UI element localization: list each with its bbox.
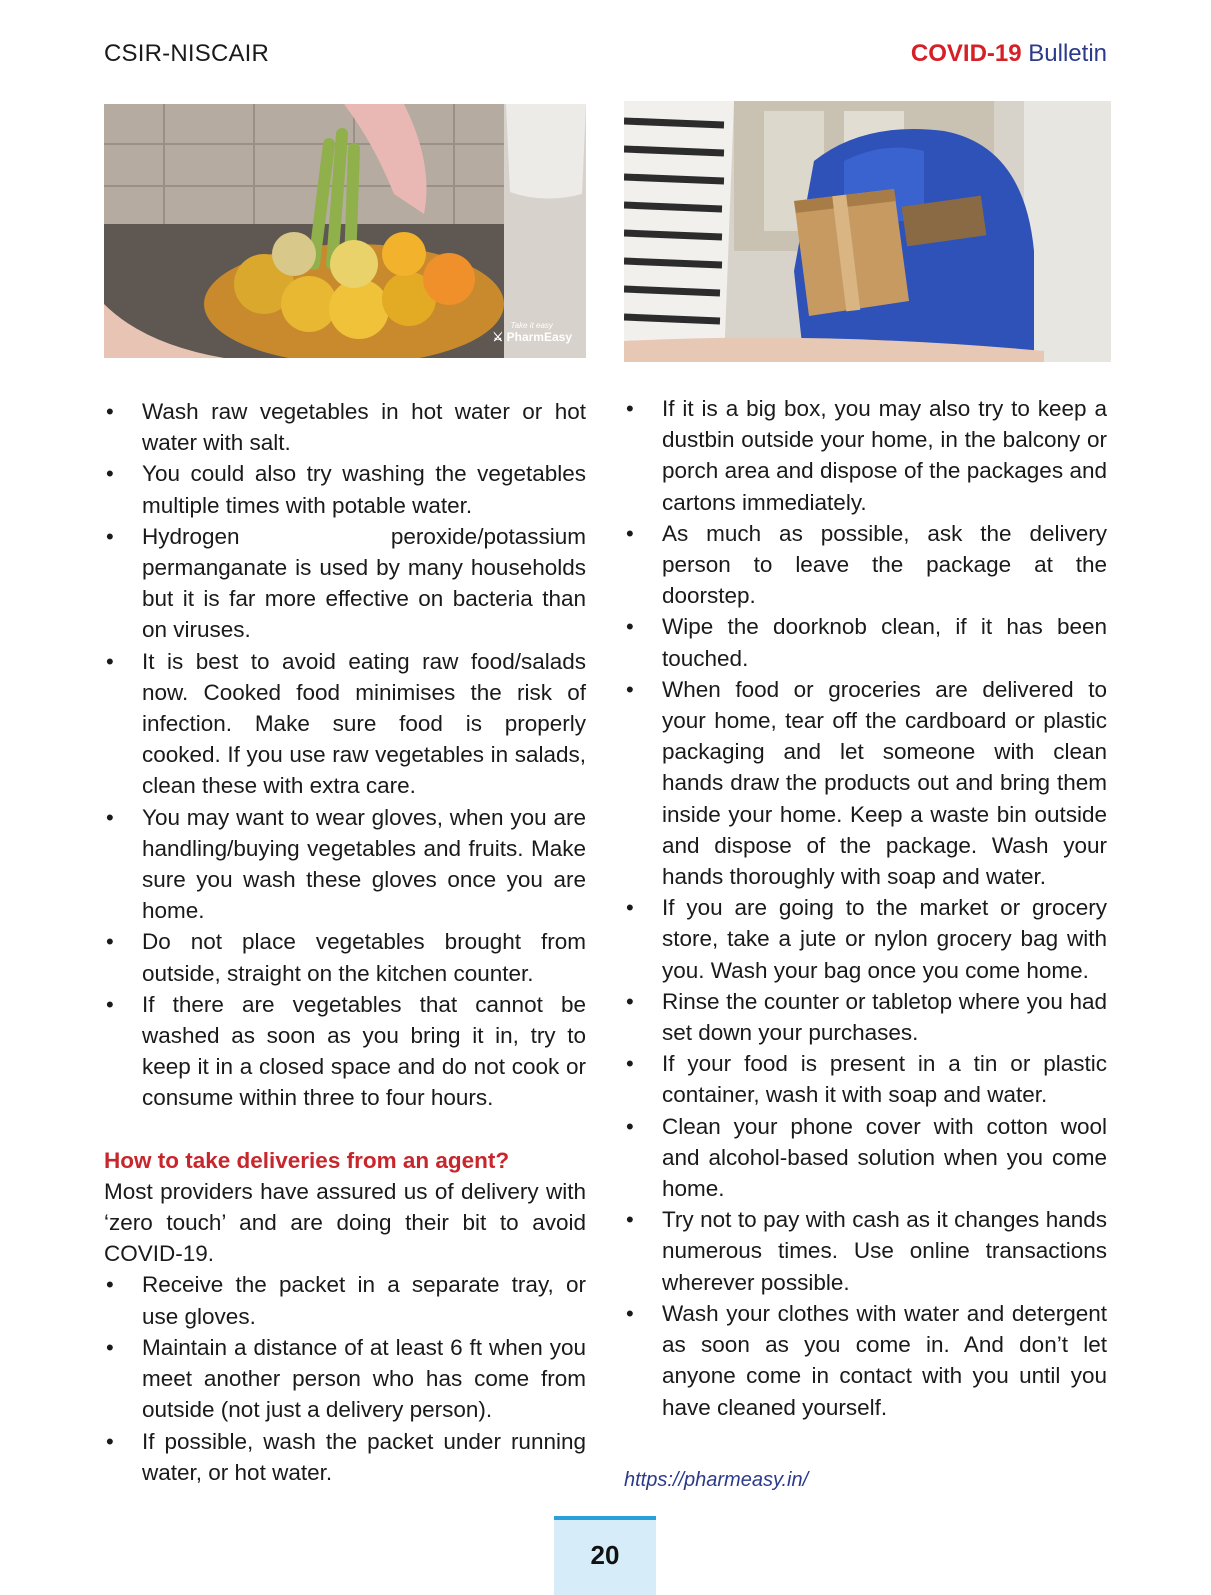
list-item: • Maintain a distance of at least 6 ft when you meet another person who has come from outside (not just a delivery person). — [104, 1332, 586, 1426]
source-link[interactable]: https://pharmeasy.in/ — [624, 1469, 809, 1491]
watermark-tagline: Take it easy — [510, 321, 553, 330]
section-intro: Most providers have assured us of delivery with ‘zero touch’ and are doing their bit to avoid COVID-19. — [104, 1178, 586, 1267]
list-item: • Wash your clothes with water and detergent as soon as you come in. And don’t let anyone come in contact with you until you have cleaned yourself. — [624, 1298, 1107, 1423]
vegetable-tips-list — [104, 396, 586, 1114]
watermark-brand: ⚔ PharmEasy — [492, 330, 572, 344]
list-item: • If possible, wash the packet under running water, or hot water. — [104, 1426, 586, 1488]
list-item: • Wash raw vegetables in hot water or hot water with salt. — [104, 396, 586, 458]
list-item: • Hydrogen peroxide/potassium permanganate is used by many households but it is far more effective on bacteria than on viruses. — [104, 521, 586, 646]
photo-washing-vegetables — [104, 104, 586, 358]
left-column — [104, 396, 586, 1488]
header-bulletin-title — [911, 40, 1107, 68]
bulletin-suffix: Bulletin — [1028, 40, 1107, 67]
right-column — [624, 393, 1107, 1423]
list-item: • Clean your phone cover with cotton wool and alcohol-based solution when you come home. — [624, 1111, 1107, 1205]
list-item: • Try not to pay with cash as it changes hands numerous times. Use online transactions wherever possible. — [624, 1204, 1107, 1298]
delivery-tips-continued-list — [624, 393, 1107, 1423]
list-item: • You may want to wear gloves, when you are handling/buying vegetables and fruits. Make sure you wash these gloves once you are home. — [104, 802, 586, 927]
list-item: • Receive the packet in a separate tray, or use gloves. — [104, 1269, 586, 1331]
header-org: CSIR-NISCAIR — [104, 40, 270, 67]
list-item: • Wipe the doorknob clean, if it has been touched. — [624, 611, 1107, 673]
list-item: • When food or groceries are delivered to your home, tear off the cardboard or plastic packaging and let someone with clean hands draw the products out and bring them inside your home. Keep a waste bin outside and dispose of the package. Wash your hands thoroughly with soap and water. — [624, 674, 1107, 892]
page-number-box — [554, 1516, 656, 1595]
list-item: • If your food is present in a tin or plastic container, wash it with soap and water. — [624, 1048, 1107, 1110]
list-item: • If it is a big box, you may also try to keep a dustbin outside your home, in the balcony or porch area and dispose of the packages and cartons immediately. — [624, 393, 1107, 518]
photo-delivery-person — [624, 101, 1111, 362]
list-item: • If there are vegetables that cannot be washed as soon as you bring it in, try to keep it in a closed space and do not cook or consume within three to four hours. — [104, 989, 586, 1114]
page-number: 20 — [590, 1540, 620, 1570]
list-item: • It is best to avoid eating raw food/salads now. Cooked food minimises the risk of infection. Make sure food is properly cooked. If you use raw vegetables in salads, clean these with extra care. — [104, 646, 586, 802]
list-item: • If you are going to the market or grocery store, take a jute or nylon grocery bag with you. Wash your bag once you come home. — [624, 892, 1107, 986]
list-item: • You could also try washing the vegetables multiple times with potable water. — [104, 458, 586, 520]
delivery-tips-list — [104, 1269, 586, 1487]
section-heading-deliveries: How to take deliveries from an agent? — [104, 1147, 510, 1173]
list-item: • As much as possible, ask the delivery person to leave the package at the doorstep. — [624, 518, 1107, 612]
list-item: • Rinse the counter or tabletop where you had set down your purchases. — [624, 986, 1107, 1048]
list-item: • Do not place vegetables brought from outside, straight on the kitchen counter. — [104, 926, 586, 988]
pharmeasy-logo-icon: ⚔ — [492, 330, 504, 344]
bulletin-prefix: COVID-19 — [910, 40, 1022, 67]
